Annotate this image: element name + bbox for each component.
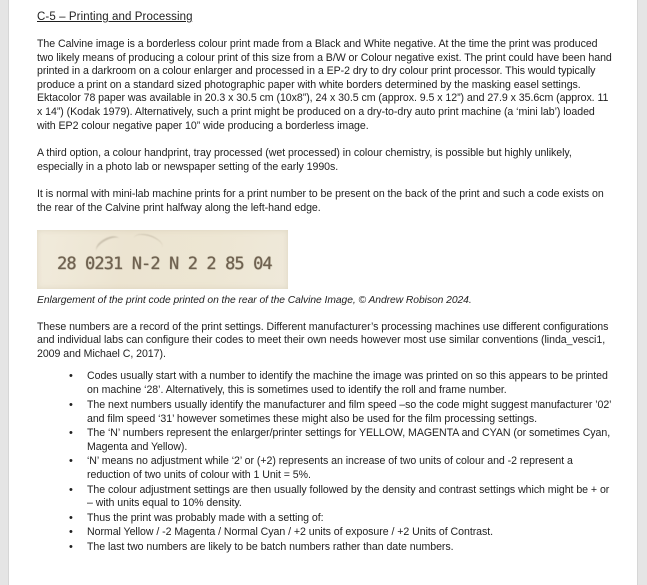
list-item-n-numbers: • The ‘N’ numbers represent the enlarger/printer settings for YELLOW, MAGENTA and CYAN (or sometimes Cyan, Magenta and Yellow). [87,427,613,455]
document-page [8,0,638,585]
list-item-setting-intro: • Thus the print was probably made with a setting of: [87,512,613,526]
list-item-n-meaning: • ‘N’ means no adjustment while ‘2’ or (+2) represents an increase of two units of colour and -2 represent a reduction of two units of colour with 1 Unit = 5%. [87,455,613,483]
pencil-mark [131,230,164,254]
print-code-text: 28 0231 N-2 N 2 2 85 04 [56,253,272,274]
figure-caption: Enlargement of the print code printed on the rear of the Calvine Image, © Andrew Robison 2024. [37,294,472,306]
print-code-bullet-list [37,370,613,554]
list-item-manufacturer-film-speed: • The next numbers usually identify the manufacturer and film speed –so the code might suggest manufacturer ’02’ and film speed ‘31’ however sometimes these might also be used for the film processing settings. [87,399,613,427]
paragraph-print-number: It is normal with mini-lab machine prints for a print number to be present on the back of the print and such a code exists on the rear of the Calvine print halfway along the left-hand edge. [37,188,604,214]
list-item-density-contrast: • The colour adjustment settings are then usually followed by the density and contrast settings which might be + or – with units equal to 10% density. [87,484,613,512]
section-heading: C-5 – Printing and Processing [37,11,193,23]
list-item-machine-number: • Codes usually start with a number to identify the machine the image was printed on so this appears to be printed on machine ‘28’. Alternatively, this is sometimes used to identify the roll and frame number. [87,370,613,398]
paragraph-third-option: A third option, a colour handprint, tray processed (wet processed) in colour chemistry, is possible but highly unlikely, especially in a photo lab or newspaper setting of the early 1990s. [37,147,572,173]
paragraph-print-settings: These numbers are a record of the print settings. Different manufacturer’s processing machines use different configurations and individual labs can configure their codes to meet their own needs however most use similar conventions (linda_vesci1, 2009 and Michael C, 2017). [37,320,609,360]
paragraph-print-production: The Calvine image is a borderless colour print made from a Black and White negative. At the time the print was produced two likely means of producing a colour print of this size from a B/W or Colour negative exist. The print could have been hand printed in a darkroom on a colour enlarger and processed in a EP-2 dry to dry colour print processor. This would typically produce a print on a standard sized photographic paper with white borders determined by the masking easel settings. Ektacolor 78 paper was available in 20.3 x 30.5 cm (10x8”), 24 x 30.5 cm (approx. 9.5 x 12”) and 27.9 x 35.6cm (approx. 11 x 14”) (Kodak 1979). Alternatively, such a print might be produced on a dry-to-dry auto print machine (a ‘mini lab’) loaded with EP2 colour negative paper 10” wide producing a borderless image. [37,38,612,132]
list-item-setting-values: • Normal Yellow / -2 Magenta / Normal Cyan / +2 units of exposure / +2 Units of Contrast. [87,526,613,540]
print-code-figure [37,230,613,307]
list-item-batch-numbers: • The last two numbers are likely to be batch numbers rather than date numbers. [87,541,613,555]
print-code-image [37,230,288,289]
